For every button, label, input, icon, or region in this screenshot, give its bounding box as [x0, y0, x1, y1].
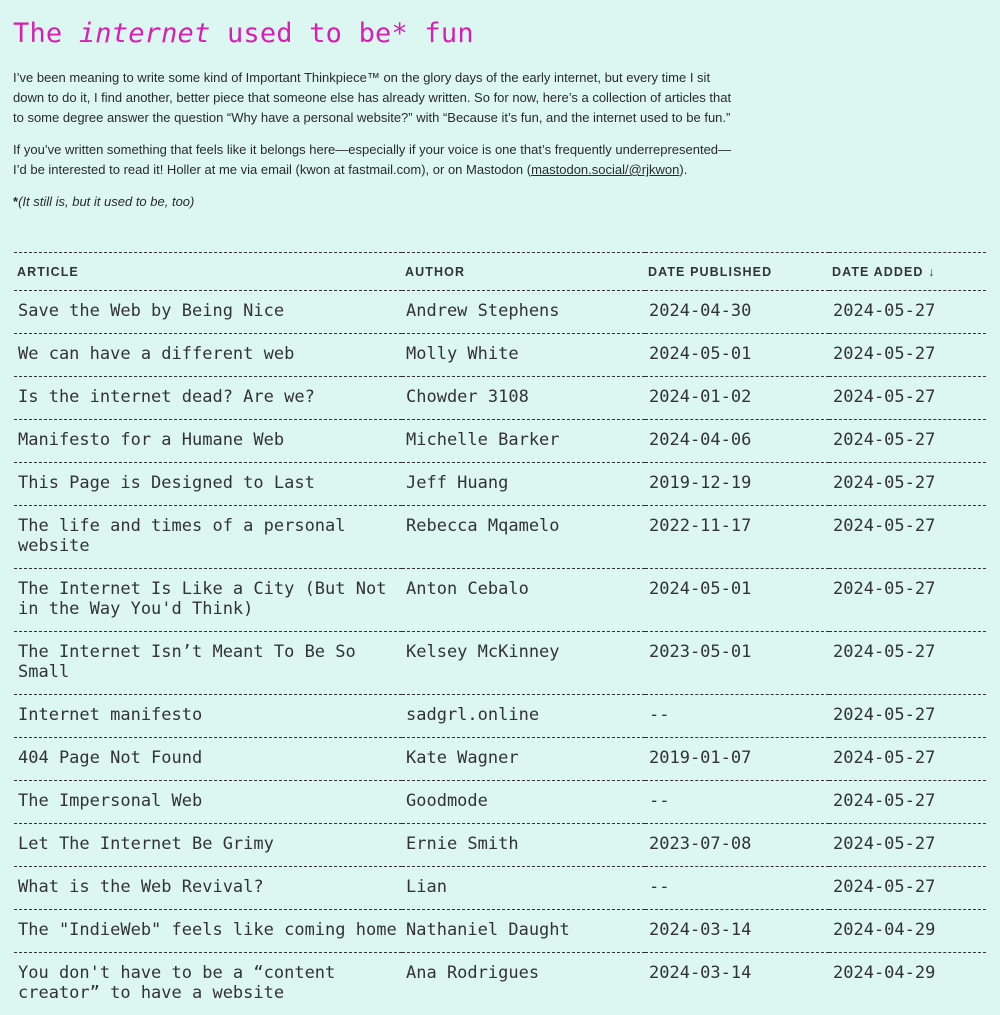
- header-date-added[interactable]: DATE ADDED ↓: [829, 253, 986, 291]
- table-row: [14, 420, 986, 463]
- date-published-cell: 2024-05-01: [645, 569, 829, 632]
- table-row: [14, 569, 986, 632]
- date-added-cell: 2024-04-29: [829, 910, 986, 953]
- article-link[interactable]: Is the internet dead? Are we?: [14, 377, 402, 420]
- author-cell: Nathaniel Daught: [402, 910, 645, 953]
- table-header-row: [14, 253, 986, 291]
- date-published-cell: --: [645, 695, 829, 738]
- table-row: [14, 910, 986, 953]
- article-link[interactable]: The Internet Isn’t Meant To Be So Small: [14, 632, 402, 695]
- date-added-cell: 2024-05-27: [829, 695, 986, 738]
- footnote-star: *: [13, 194, 18, 209]
- table-row: [14, 781, 986, 824]
- header-article[interactable]: ARTICLE: [14, 253, 402, 291]
- table-row: [14, 953, 986, 1015]
- page-title: [13, 0, 987, 52]
- table-row: [14, 867, 986, 910]
- date-added-cell: 2024-05-27: [829, 569, 986, 632]
- article-link[interactable]: The "IndieWeb" feels like coming home: [14, 910, 402, 953]
- footnote-text: (It still is, but it used to be, too): [18, 194, 194, 209]
- date-added-cell: 2024-04-29: [829, 953, 986, 1015]
- date-added-cell: 2024-05-27: [829, 334, 986, 377]
- table-row: [14, 334, 986, 377]
- date-added-cell: 2024-05-27: [829, 781, 986, 824]
- title-emphasis: internet: [79, 18, 211, 49]
- author-cell: Kate Wagner: [402, 738, 645, 781]
- date-published-cell: 2024-03-14: [645, 910, 829, 953]
- date-published-cell: 2019-12-19: [645, 463, 829, 506]
- table-row: [14, 291, 986, 334]
- date-published-cell: 2019-01-07: [645, 738, 829, 781]
- article-link[interactable]: The Internet Is Like a City (But Not in the Way You'd Think): [14, 569, 402, 632]
- footnote: [13, 192, 738, 212]
- author-cell: Rebecca Mqamelo: [402, 506, 645, 569]
- articles-table: [14, 252, 986, 1015]
- author-cell: Lian: [402, 867, 645, 910]
- author-cell: Kelsey McKinney: [402, 632, 645, 695]
- date-published-cell: 2024-05-01: [645, 334, 829, 377]
- date-added-cell: 2024-05-27: [829, 867, 986, 910]
- date-added-cell: 2024-05-27: [829, 824, 986, 867]
- date-published-cell: 2022-11-17: [645, 506, 829, 569]
- date-published-cell: 2023-07-08: [645, 824, 829, 867]
- date-added-cell: 2024-05-27: [829, 377, 986, 420]
- date-published-cell: --: [645, 781, 829, 824]
- article-link[interactable]: The Impersonal Web: [14, 781, 402, 824]
- article-link[interactable]: Save the Web by Being Nice: [14, 291, 402, 334]
- date-published-cell: 2024-04-30: [645, 291, 829, 334]
- title-part-2: used to be* fun: [210, 18, 473, 49]
- author-cell: Ana Rodrigues: [402, 953, 645, 1015]
- author-cell: Goodmode: [402, 781, 645, 824]
- table-row: [14, 377, 986, 420]
- intro-paragraph-1: I’ve been meaning to write some kind of Important Thinkpiece™ on the glory days of the early internet, but every time I sit down to do it, I find another, better piece that someone else has already written. So for now, here’s a collection of articles that to some degree answer the question “Why have a personal website?” with “Because it’s fun, and the internet used to be fun.”: [13, 68, 738, 128]
- author-cell: Michelle Barker: [402, 420, 645, 463]
- date-added-cell: 2024-05-27: [829, 738, 986, 781]
- header-author[interactable]: AUTHOR: [402, 253, 645, 291]
- author-cell: Andrew Stephens: [402, 291, 645, 334]
- article-link[interactable]: Let The Internet Be Grimy: [14, 824, 402, 867]
- intro: [13, 68, 738, 212]
- date-added-cell: 2024-05-27: [829, 506, 986, 569]
- article-link[interactable]: You don't have to be a “content creator” to have a website: [14, 953, 402, 1015]
- table-row: [14, 463, 986, 506]
- article-link[interactable]: The life and times of a personal website: [14, 506, 402, 569]
- page: [0, 0, 1000, 212]
- article-link[interactable]: We can have a different web: [14, 334, 402, 377]
- title-part-1: The: [13, 18, 79, 49]
- article-link[interactable]: 404 Page Not Found: [14, 738, 402, 781]
- table-row: [14, 632, 986, 695]
- author-cell: Chowder 3108: [402, 377, 645, 420]
- author-cell: Jeff Huang: [402, 463, 645, 506]
- date-published-cell: 2023-05-01: [645, 632, 829, 695]
- header-date-published[interactable]: DATE PUBLISHED: [645, 253, 829, 291]
- article-link[interactable]: Manifesto for a Humane Web: [14, 420, 402, 463]
- author-cell: Anton Cebalo: [402, 569, 645, 632]
- table-row: [14, 695, 986, 738]
- intro-p2-text: If you’ve written something that feels like it belongs here—especially if your voice is one that’s frequently underrepresented—I’d be interested to read it! Holler at me via email (kwon at fastmail.com), or on Mastodon (: [13, 142, 731, 177]
- mastodon-link[interactable]: mastodon.social/@rjkwon: [531, 162, 679, 177]
- date-added-cell: 2024-05-27: [829, 463, 986, 506]
- article-link[interactable]: This Page is Designed to Last: [14, 463, 402, 506]
- date-published-cell: 2024-01-02: [645, 377, 829, 420]
- article-link[interactable]: What is the Web Revival?: [14, 867, 402, 910]
- table-row: [14, 738, 986, 781]
- author-cell: sadgrl.online: [402, 695, 645, 738]
- table-row: [14, 506, 986, 569]
- intro-p2-end: ).: [679, 162, 687, 177]
- date-published-cell: 2024-04-06: [645, 420, 829, 463]
- date-added-cell: 2024-05-27: [829, 632, 986, 695]
- date-added-cell: 2024-05-27: [829, 420, 986, 463]
- table-row: [14, 824, 986, 867]
- date-added-cell: 2024-05-27: [829, 291, 986, 334]
- intro-paragraph-2: [13, 140, 738, 180]
- author-cell: Molly White: [402, 334, 645, 377]
- author-cell: Ernie Smith: [402, 824, 645, 867]
- article-link[interactable]: Internet manifesto: [14, 695, 402, 738]
- date-published-cell: --: [645, 867, 829, 910]
- date-published-cell: 2024-03-14: [645, 953, 829, 1015]
